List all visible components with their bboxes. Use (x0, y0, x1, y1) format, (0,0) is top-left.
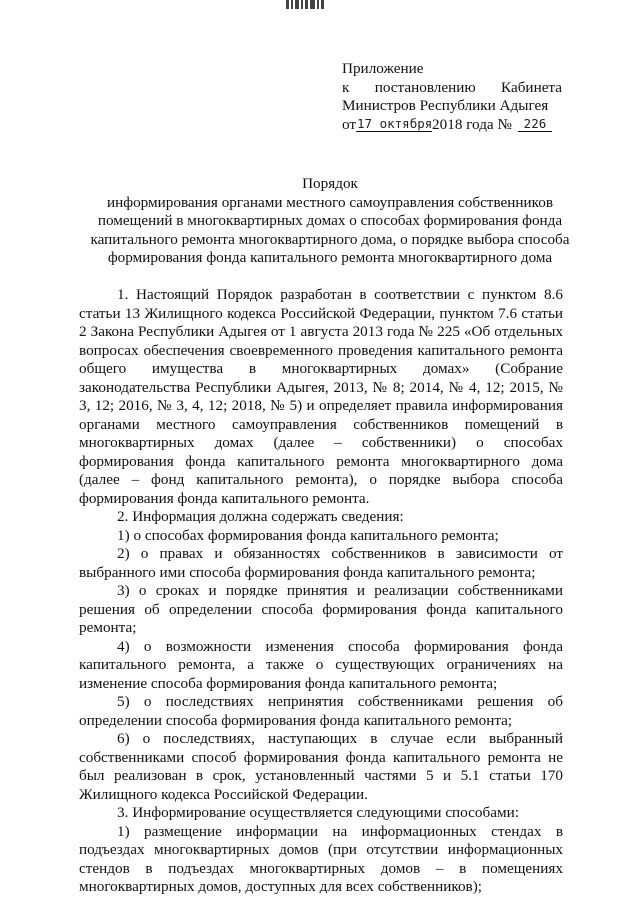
appendix-date-number-line (342, 116, 562, 135)
handwritten-date: 17 октября (357, 116, 433, 131)
title-heading: Порядок (302, 175, 358, 192)
appendix-resolution-line: к постановлению Кабинета (342, 78, 562, 96)
title-line: помещений в многоквартирных домах о способах формирования фонда (97, 212, 563, 229)
appendix-ministry-line: Министров Республики Адыгея (342, 97, 549, 114)
paragraph: 2. Информация должна содержать сведения: (117, 508, 404, 525)
list-item: 2) о правах и обязанностях собственников в зависимости от выбранного ими способа формирования фонда капитального ремонта; (79, 545, 563, 581)
list-item: 3) о сроках и порядке принятия и реализации собственниками решения об определении способа формирования фонда капитального ремонта; (79, 582, 563, 636)
list-item: 1) размещение информации на информационных стендах в подъездах многоквартирных домов (при отсутствии информационных стендов в подъездах многоквартирных домов – в помещениях многоквартирных домов, доступных для всех собственников); (79, 822, 563, 895)
appendix-title: Приложение (342, 60, 424, 77)
document-body (79, 286, 563, 897)
paragraph: 3. Информирование осуществляется следующими способами: (117, 804, 519, 821)
paragraph: 1. Настоящий Порядок разработан в соответствии с пунктом 8.6 статьи 13 Жилищного кодекса Российской Федерации, пунктом 7.6 статьи 2 Закона Республики Адыгея от 1 августа 2013 года № 225 «Об отдельных вопросах обеспечения своевременного проведения капитального ремонта общего имущества в многоквартирных домах» (Собрание законодательства Республики Адыгея, 2013, № 8; 2014, № 4, 12; 2015, № 3, 12; 2016, № 3, 4, 12; 2018, № 5) и определяет правила информирования органами местного самоуправления собственников помещений в многоквартирных домах (далее – собственники) о способах формирования фонда капитального ремонта многоквартирного дома (далее – фонд капитального ремонта), о порядке выбора способа формирования фонда капитального ремонта. (79, 286, 563, 507)
title-line: капитального ремонта многоквартирного дома, о порядке выбора способа (90, 230, 570, 248)
appendix-header (342, 60, 562, 134)
title-line: информирования органами местного самоуправления собственников (106, 193, 554, 211)
scan-artifact (286, 0, 328, 9)
list-item: 1) о способах формирования фонда капитального ремонта; (117, 526, 499, 544)
document-title (90, 175, 570, 268)
from-label: от (342, 115, 357, 133)
list-item: 4) о возможности изменения способа формирования фонда капитального ремонта, а также о существующих ограничениях на изменение способа формирования фонда капитального ремонта; (79, 637, 563, 692)
year-number-label: 2018 года № (432, 115, 512, 133)
list-item: 6) о последствиях, наступающих в случае если выбранный собственниками способ формирования фонда капитального ремонта не был реализован в срок, установленный частями 5 и 5.1 статьи 170 Жилищного кодекса Российской Федерации. (79, 730, 563, 803)
title-line: формирования фонда капитального ремонта многоквартирного дома (107, 249, 553, 266)
list-item: 5) о последствиях непринятия собственниками решения об определении способа формирования фонда капитального ремонта; (79, 693, 563, 729)
handwritten-number: 226 (518, 117, 552, 132)
